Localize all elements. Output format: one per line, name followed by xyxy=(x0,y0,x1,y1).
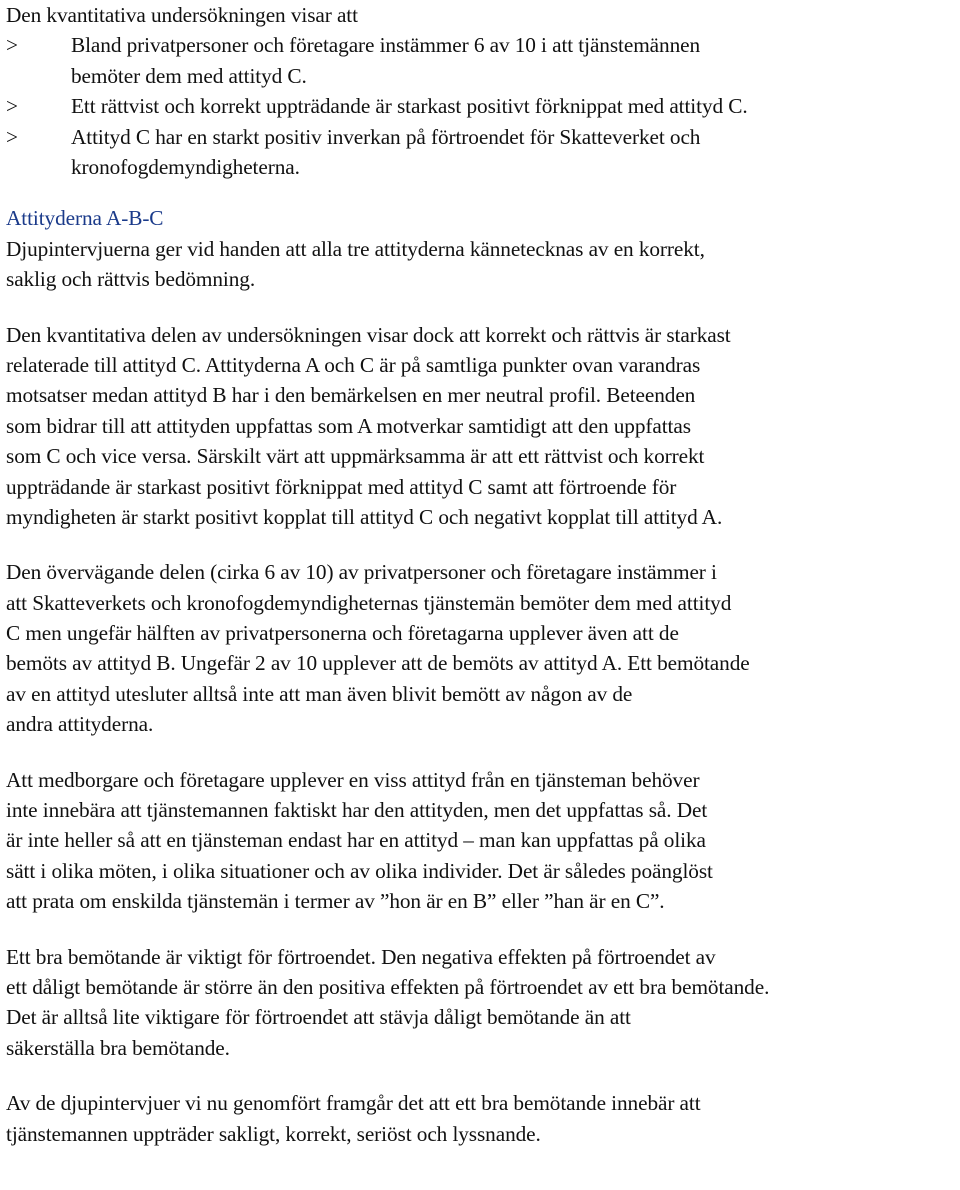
paragraph-line: andra attityderna. xyxy=(6,712,154,737)
paragraph-line: Av de djupintervjuer vi nu genomfört framgår det att ett bra bemötande innebär att xyxy=(6,1091,701,1116)
paragraph-line: bemöts av attityd B. Ungefär 2 av 10 upplever att de bemöts av attityd A. Ett bemötande xyxy=(6,651,750,676)
paragraph xyxy=(6,942,956,1064)
bullet-item xyxy=(6,30,956,91)
paragraph-line: som C och vice versa. Särskilt värt att uppmärksamma är att ett rättvist och korrekt xyxy=(6,444,705,469)
paragraph-line: Att medborgare och företagare upplever en viss attityd från en tjänsteman behöver xyxy=(6,767,700,792)
bullet-item xyxy=(6,122,956,183)
paragraph-line: tjänstemannen uppträder sakligt, korrekt, seriöst och lyssnande. xyxy=(6,1121,541,1146)
paragraph xyxy=(6,765,956,917)
paragraph-line: sätt i olika möten, i olika situationer och av olika individer. Det är således poänglöst xyxy=(6,858,713,883)
paragraph-line: relaterade till attityd C. Attityderna A och C är på samtliga punkter ovan varandras xyxy=(6,352,701,377)
paragraph xyxy=(6,234,956,295)
bullet-text: Bland privatpersoner och företagare instämmer 6 av 10 i att tjänstemännen xyxy=(71,33,701,58)
paragraph-line: uppträdande är starkast positivt förknippat med attityd C samt att förtroende för xyxy=(6,474,677,499)
bullet-text: bemöter dem med attityd C. xyxy=(71,63,307,88)
paragraph xyxy=(6,557,956,739)
bullet-text: Attityd C har en starkt positiv inverkan på förtroendet för Skatteverket och xyxy=(71,124,701,149)
intro-title: Den kvantitativa undersökningen visar att xyxy=(6,3,358,27)
paragraph-line: myndigheten är starkt positivt kopplat till attityd C och negativt kopplat till attityd A. xyxy=(6,504,723,529)
paragraph-line: att Skatteverkets och kronofogdemyndigheternas tjänstemän bemöter dem med attityd xyxy=(6,590,732,615)
bullet-mark: > xyxy=(6,33,18,58)
paragraph-line: Ett bra bemötande är viktigt för förtroendet. Den negativa effekten på förtroendet av xyxy=(6,944,716,969)
paragraph-line: att prata om enskilda tjänstemän i termer av ”hon är en B” eller ”han är en C”. xyxy=(6,889,665,914)
bullet-list xyxy=(6,30,956,182)
bullet-text: kronofogdemyndigheterna. xyxy=(71,155,300,179)
bullet-mark: > xyxy=(6,94,18,119)
bullet-mark: > xyxy=(6,124,18,149)
paragraph-line: Djupintervjuerna ger vid handen att alla tre attityderna kännetecknas av en korrekt, xyxy=(6,236,705,261)
section-heading: Attityderna A-B-C xyxy=(6,206,164,231)
bullet-text: Ett rättvist och korrekt uppträdande är starkast positivt förknippat med attityd C. xyxy=(71,94,748,119)
paragraph-line: ett dåligt bemötande är större än den positiva effekten på förtroendet av ett bra bemötande. xyxy=(6,974,770,999)
paragraph-line: Det är alltså lite viktigare för förtroendet att stävja dåligt bemötande än att xyxy=(6,1005,631,1030)
paragraph-line: av en attityd utesluter alltså inte att man även blivit bemött av någon av de xyxy=(6,681,633,706)
paragraph-line: Den kvantitativa delen av undersökningen visar dock att korrekt och rättvis är starkast xyxy=(6,322,731,347)
paragraph-line: Den övervägande delen (cirka 6 av 10) av privatpersoner och företagare instämmer i xyxy=(6,560,717,585)
paragraph-line: inte innebära att tjänstemannen faktiskt har den attityden, men det uppfattas så. Det xyxy=(6,798,708,823)
paragraph xyxy=(6,320,956,533)
paragraph-line: är inte heller så att en tjänsteman endast har en attityd – man kan uppfattas på olika xyxy=(6,828,706,853)
paragraph-line: C men ungefär hälften av privatpersonerna och företagarna upplever även att de xyxy=(6,621,679,646)
bullet-item xyxy=(6,91,956,121)
paragraph-line: motsatser medan attityd B har i den bemärkelsen en mer neutral profil. Beteenden xyxy=(6,383,696,408)
paragraph-line: saklig och rättvis bedömning. xyxy=(6,267,256,292)
paragraph-line: som bidrar till att attityden uppfattas som A motverkar samtidigt att den uppfattas xyxy=(6,413,691,438)
document-page xyxy=(6,0,956,1149)
paragraph-line: säkerställa bra bemötande. xyxy=(6,1035,230,1060)
paragraph xyxy=(6,1088,956,1149)
